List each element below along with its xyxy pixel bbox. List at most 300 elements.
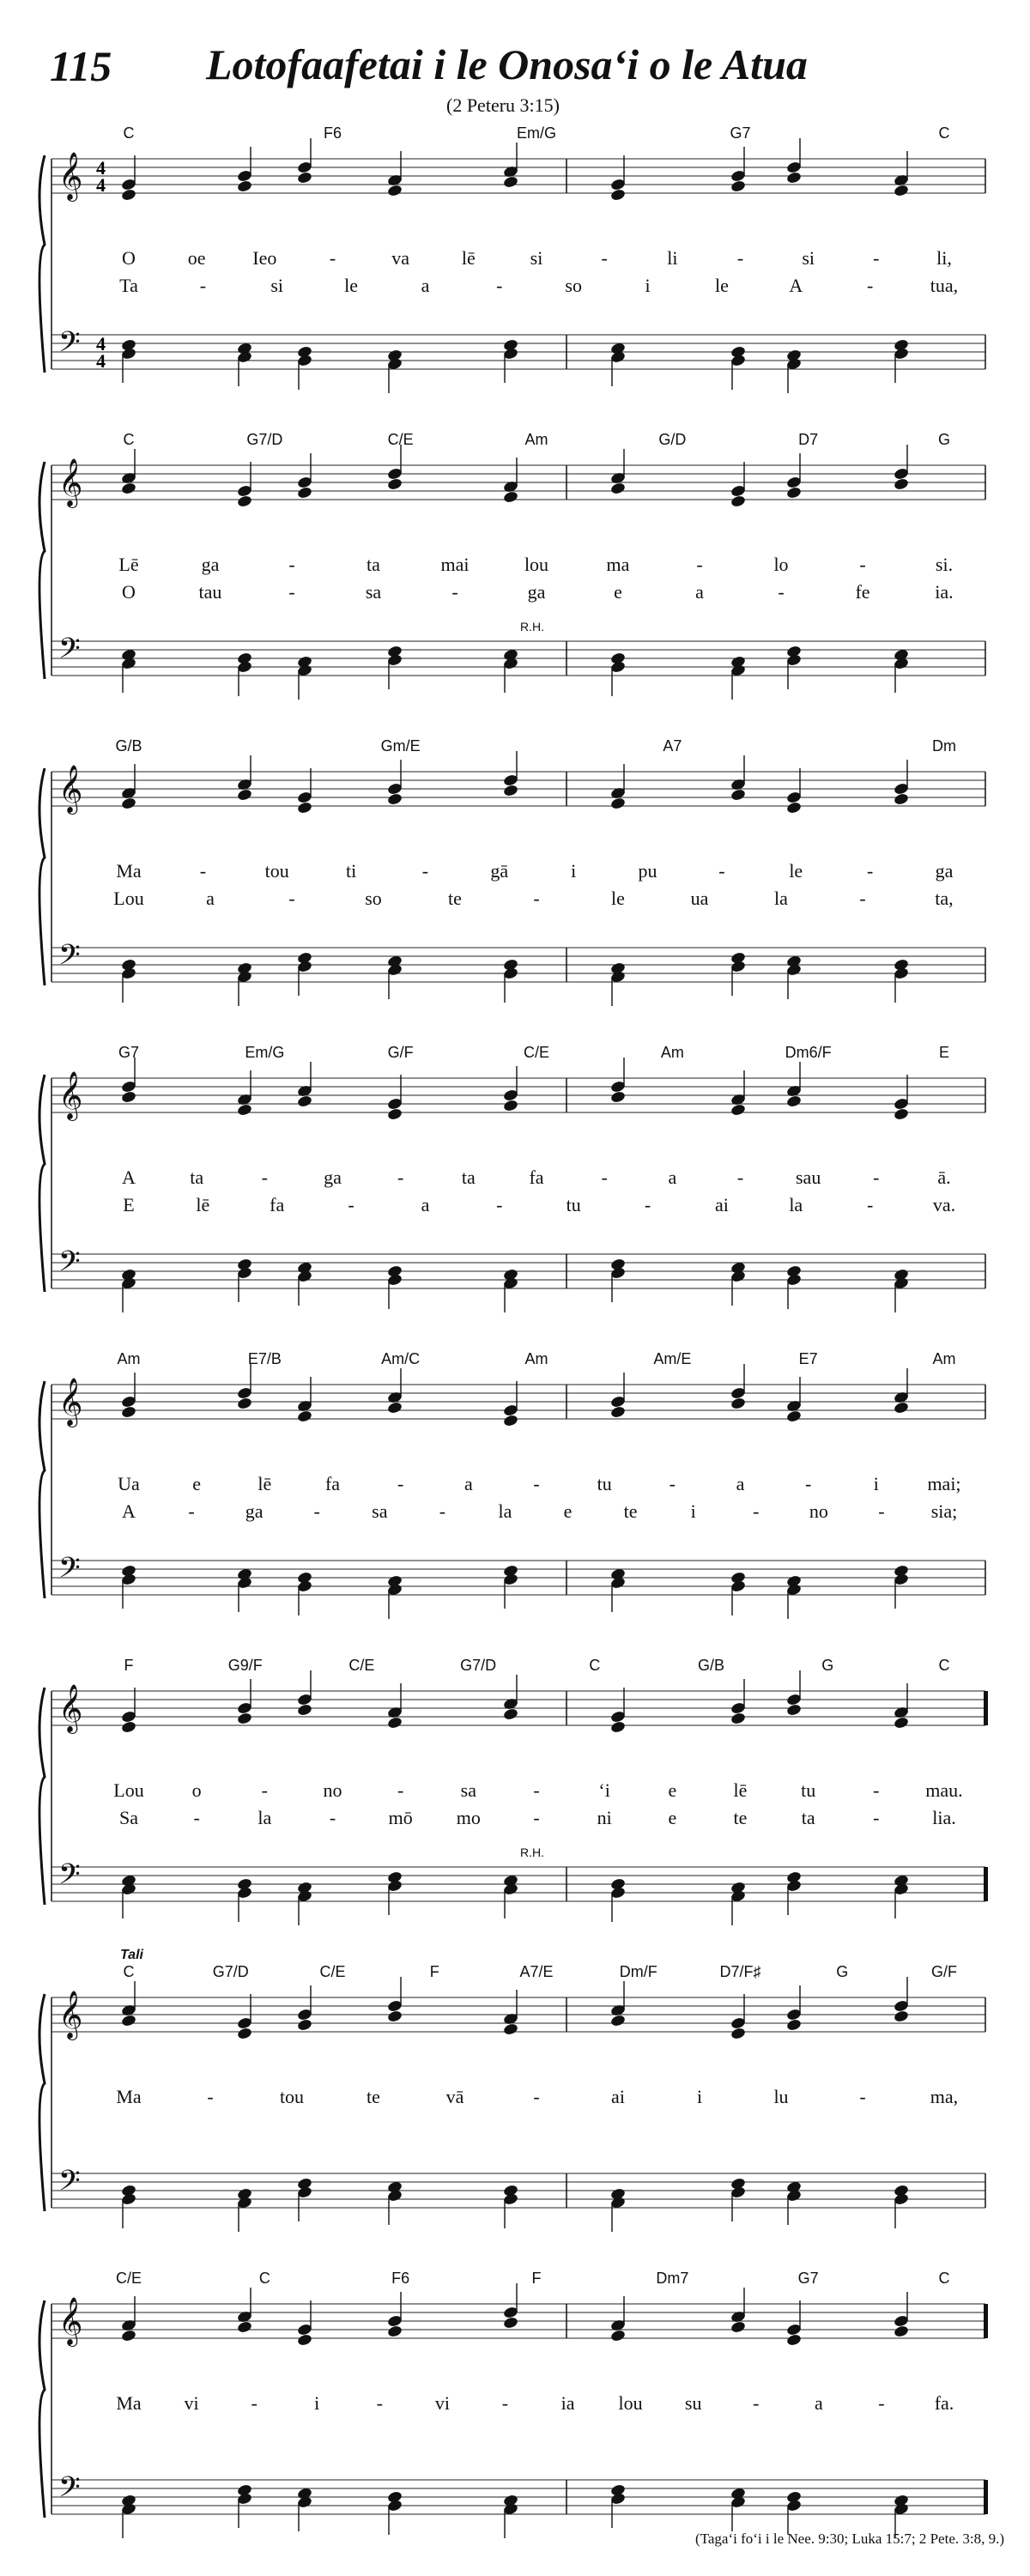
lyric-verse1-syllable: - bbox=[207, 2086, 214, 2107]
note-head bbox=[121, 1720, 137, 1734]
lyric-verse1-syllable: te bbox=[367, 2086, 380, 2107]
lyric-verse1-syllable: - bbox=[261, 1779, 268, 1801]
lyric-verse1-syllable: li bbox=[667, 247, 678, 269]
lyric-verse2-syllable: te bbox=[623, 1500, 638, 1522]
chord-symbol: C bbox=[123, 124, 135, 142]
lyric-verse1-syllable: i bbox=[696, 2086, 703, 2107]
lyric-verse1-syllable: - bbox=[718, 860, 725, 882]
note-head bbox=[894, 792, 910, 806]
lyric-verse1-syllable: a bbox=[736, 1473, 745, 1494]
lyric-verse2-syllable: - bbox=[866, 275, 874, 296]
lyric-verse1-syllable: ma bbox=[606, 554, 630, 575]
lyric-verse2-syllable: ua bbox=[690, 888, 709, 909]
chord-symbol: E7 bbox=[798, 1350, 818, 1367]
lyric-verse1-syllable: - bbox=[421, 860, 429, 882]
lyric-verse2-syllable: so bbox=[565, 275, 582, 296]
chord-symbol: G7/D bbox=[246, 431, 283, 448]
chord-symbol: F6 bbox=[323, 124, 342, 142]
lyric-verse1-syllable: mai bbox=[440, 554, 470, 575]
note-head bbox=[297, 801, 313, 815]
note-head bbox=[610, 1090, 627, 1104]
staff-svg bbox=[0, 1350, 1030, 1657]
lyric-verse2-syllable: A bbox=[789, 275, 803, 296]
chord-symbol: C/E bbox=[115, 2270, 142, 2287]
bass-clef: 𝄢 bbox=[58, 2165, 81, 2204]
lyric-verse2-syllable: a bbox=[695, 581, 704, 603]
chord-symbol: E bbox=[938, 1044, 950, 1061]
brace bbox=[39, 2300, 45, 2518]
note-head bbox=[730, 1397, 747, 1410]
note-head bbox=[610, 1405, 627, 1419]
lyric-verse2-syllable: - bbox=[496, 1194, 503, 1215]
lyric-verse1-syllable: lē bbox=[258, 1473, 272, 1494]
chord-symbol: C bbox=[589, 1657, 601, 1674]
lyric-verse1-syllable: - bbox=[397, 1167, 404, 1188]
lyric-verse2-syllable: le bbox=[714, 275, 729, 296]
chord-symbol: Gm/E bbox=[380, 737, 421, 755]
lyric-verse2-syllable: la bbox=[774, 888, 788, 909]
note-head bbox=[237, 494, 253, 508]
chord-symbol: C bbox=[123, 1963, 135, 1980]
chord-symbol: F bbox=[531, 2270, 542, 2287]
final-barline bbox=[984, 1867, 988, 1901]
lyric-verse2-syllable: sa bbox=[365, 581, 382, 603]
lyric-verse1-syllable: - bbox=[753, 2392, 760, 2414]
chord-symbol: Em/G bbox=[516, 124, 557, 142]
lyric-verse1-syllable: ta bbox=[367, 554, 380, 575]
chord-symbol: Am bbox=[932, 1350, 956, 1367]
lyric-verse1-syllable: ti bbox=[345, 860, 357, 882]
lyric-verse2-syllable: ni bbox=[597, 1807, 612, 1828]
lyric-verse1-syllable: ‘i bbox=[598, 1779, 610, 1801]
note-head bbox=[237, 788, 253, 802]
lyric-verse2-syllable: la bbox=[498, 1500, 512, 1522]
lyric-verse1-syllable: li, bbox=[936, 247, 952, 269]
note-head bbox=[503, 175, 519, 189]
lyric-verse1-syllable: ta bbox=[461, 1167, 476, 1188]
lyric-verse1-syllable: tou bbox=[264, 860, 289, 882]
chord-symbol: Am/C bbox=[381, 1350, 421, 1367]
lyric-verse2-syllable: ta, bbox=[935, 888, 954, 909]
lyric-verse2-syllable: - bbox=[313, 1500, 320, 1522]
lyric-verse2-syllable: O bbox=[122, 581, 136, 603]
chord-symbol: E7/B bbox=[247, 1350, 282, 1367]
lyric-verse2-syllable: e bbox=[614, 581, 622, 603]
lyric-verse1-syllable: fa bbox=[529, 1167, 544, 1188]
note-head bbox=[894, 2009, 910, 2023]
note-head bbox=[610, 797, 627, 810]
lyric-verse1-syllable: lo bbox=[773, 554, 789, 575]
chord-symbol: G7 bbox=[730, 124, 751, 142]
note-head bbox=[237, 1103, 253, 1117]
note-head bbox=[387, 184, 403, 197]
chord-symbol: C bbox=[938, 1657, 950, 1674]
bass-clef: 𝄢 bbox=[58, 326, 81, 366]
chord-symbol: A7 bbox=[663, 737, 682, 755]
lyric-verse1-syllable: Lē bbox=[118, 554, 139, 575]
note-head bbox=[730, 179, 747, 193]
lyric-verse1-syllable: a bbox=[668, 1167, 677, 1188]
chord-symbol: Dm6/F bbox=[785, 1044, 832, 1061]
lyric-verse1-syllable: lē bbox=[461, 247, 476, 269]
final-barline bbox=[984, 1691, 988, 1725]
lyric-verse2-syllable: - bbox=[873, 1807, 880, 1828]
note-head bbox=[297, 171, 313, 185]
lyric-verse1-syllable: oe bbox=[187, 247, 206, 269]
note-head bbox=[237, 2027, 253, 2040]
brace bbox=[39, 462, 45, 679]
chord-symbol: D7 bbox=[798, 431, 819, 448]
chord-symbol: G/D bbox=[658, 431, 687, 448]
lyric-verse2-syllable: - bbox=[778, 581, 785, 603]
lyric-verse1-syllable: ma, bbox=[930, 2086, 959, 2107]
note-head bbox=[610, 2014, 627, 2027]
note-head bbox=[387, 2324, 403, 2338]
lyric-verse2-syllable: E bbox=[123, 1194, 135, 1215]
lyric-verse2-syllable: e bbox=[668, 1807, 677, 1828]
lyric-verse2-syllable: - bbox=[199, 275, 207, 296]
chord-symbol: G bbox=[836, 1963, 849, 1980]
chord-symbol: G7 bbox=[797, 2270, 819, 2287]
note-head bbox=[610, 2329, 627, 2343]
staff-svg bbox=[0, 1963, 1030, 2270]
lyric-verse1-syllable: fa. bbox=[934, 2392, 954, 2414]
chord-symbol: D7/F♯ bbox=[719, 1963, 761, 1980]
time-signature-top: 4 bbox=[96, 333, 106, 355]
chord-symbol: C/E bbox=[319, 1963, 346, 1980]
note-head bbox=[121, 797, 137, 810]
note-head bbox=[786, 2333, 803, 2347]
lyric-verse2-syllable: - bbox=[533, 888, 540, 909]
note-head bbox=[730, 1103, 747, 1117]
chord-symbol: C bbox=[938, 124, 950, 142]
system-5 bbox=[0, 1350, 1030, 1657]
lyric-verse2-syllable: - bbox=[859, 888, 866, 909]
lyric-verse2-syllable: - bbox=[329, 1807, 336, 1828]
lyric-verse1-syllable: - bbox=[736, 1167, 744, 1188]
lyric-verse2-syllable: sa bbox=[372, 1500, 388, 1522]
treble-clef: 𝄞 bbox=[58, 1684, 83, 1732]
note-head bbox=[894, 1401, 910, 1415]
lyric-verse2-syllable: i bbox=[690, 1500, 696, 1522]
lyric-verse1-syllable: - bbox=[533, 2086, 540, 2107]
lyric-verse1-syllable: ai bbox=[611, 2086, 625, 2107]
lyric-verse1-syllable: a bbox=[814, 2392, 823, 2414]
note-head bbox=[237, 1397, 253, 1410]
lyric-verse2-syllable: lia. bbox=[932, 1807, 956, 1828]
lyric-verse2-syllable: tau bbox=[198, 581, 222, 603]
lyric-verse2-syllable: - bbox=[533, 1807, 540, 1828]
chord-symbol: Am bbox=[660, 1044, 684, 1061]
lyric-verse2-syllable: Lou bbox=[113, 888, 144, 909]
lyric-verse1-syllable: mai; bbox=[927, 1473, 961, 1494]
note-head bbox=[503, 490, 519, 504]
lyric-verse2-syllable: lē bbox=[196, 1194, 210, 1215]
lyric-verse1-syllable: - bbox=[288, 554, 295, 575]
lyric-verse1-syllable: - bbox=[878, 2392, 885, 2414]
hymn-title: Lotofaafetai i le Onosa‘i o le Atua bbox=[206, 40, 808, 88]
note-head bbox=[121, 2329, 137, 2343]
lyric-verse1-syllable: su bbox=[684, 2392, 702, 2414]
lyric-verse1-syllable: le bbox=[789, 860, 803, 882]
lyric-verse1-syllable: - bbox=[533, 1473, 540, 1494]
time-signature-bottom: 4 bbox=[96, 350, 106, 372]
note-head bbox=[297, 1094, 313, 1108]
note-head bbox=[786, 1409, 803, 1423]
note-head bbox=[121, 1405, 137, 1419]
note-head bbox=[387, 477, 403, 491]
note-head bbox=[121, 188, 137, 202]
staff-svg bbox=[0, 124, 1030, 431]
note-head bbox=[894, 1716, 910, 1730]
scripture-reference: (2 Peteru 3:15) bbox=[446, 94, 560, 116]
bass-clef: 𝄢 bbox=[58, 939, 81, 979]
lyric-verse2-syllable: le bbox=[344, 275, 359, 296]
chord-symbol: Em/G bbox=[245, 1044, 285, 1061]
brace bbox=[39, 1075, 45, 1292]
lyric-verse1-syllable: - bbox=[873, 1779, 880, 1801]
system-2 bbox=[0, 431, 1030, 737]
note-head bbox=[610, 482, 627, 495]
lyric-verse1-syllable: pu bbox=[638, 860, 657, 882]
lyric-verse1-syllable: vi bbox=[184, 2392, 199, 2414]
chord-symbol: F6 bbox=[391, 2270, 410, 2287]
chord-symbol: Am bbox=[524, 1350, 548, 1367]
lyric-verse1-syllable: - bbox=[859, 554, 866, 575]
chord-symbol: G/F bbox=[931, 1963, 957, 1980]
note-head bbox=[503, 784, 519, 797]
time-signature-bottom: 4 bbox=[96, 174, 106, 196]
lyric-verse2-syllable: si bbox=[270, 275, 284, 296]
chord-symbol: F bbox=[124, 1657, 134, 1674]
brace bbox=[39, 1688, 45, 1905]
lyric-verse1-syllable: ga bbox=[324, 1167, 342, 1188]
lyric-verse2-syllable: te bbox=[733, 1807, 748, 1828]
lyric-verse2-syllable: ia. bbox=[935, 581, 954, 603]
lyric-verse1-syllable: - bbox=[601, 247, 608, 269]
lyric-verse2-syllable: ta bbox=[801, 1807, 815, 1828]
system-1 bbox=[0, 124, 1030, 431]
lyric-verse1-syllable: lou bbox=[618, 2392, 643, 2414]
lyric-verse2-syllable: a bbox=[206, 888, 215, 909]
treble-clef: 𝄞 bbox=[58, 1991, 83, 2039]
lyric-verse1-syllable: lē bbox=[733, 1779, 748, 1801]
chord-symbol: Am bbox=[524, 431, 548, 448]
bass-clef: 𝄢 bbox=[58, 1858, 81, 1898]
note-head bbox=[503, 2316, 519, 2330]
hymn-number: 115 bbox=[50, 42, 112, 90]
lyric-verse1-syllable: Ieo bbox=[252, 247, 277, 269]
note-head bbox=[730, 788, 747, 802]
lyric-verse1-syllable: O bbox=[122, 247, 136, 269]
lyric-verse1-syllable: Ma bbox=[116, 2086, 142, 2107]
note-head bbox=[237, 2320, 253, 2334]
lyric-verse1-syllable: vi bbox=[434, 2392, 450, 2414]
lyric-verse2-syllable: tua, bbox=[930, 275, 959, 296]
treble-clef: 𝄞 bbox=[58, 1378, 83, 1426]
note-head bbox=[610, 188, 627, 202]
lyric-verse1-syllable: o bbox=[191, 1779, 202, 1801]
lyric-verse1-syllable: e bbox=[192, 1473, 202, 1494]
chord-symbol: C bbox=[938, 2270, 950, 2287]
lyric-verse1-syllable: tu bbox=[597, 1473, 612, 1494]
note-head bbox=[786, 2018, 803, 2032]
lyric-verse1-syllable: i bbox=[571, 860, 577, 882]
note-head bbox=[387, 1716, 403, 1730]
lyric-verse1-syllable: - bbox=[329, 247, 336, 269]
lyric-verse2-syllable: e bbox=[563, 1500, 573, 1522]
lyric-verse2-syllable: te bbox=[448, 888, 462, 909]
chord-symbol: G9/F bbox=[227, 1657, 263, 1674]
lyric-verse2-syllable: a bbox=[421, 1194, 430, 1215]
lyric-verse1-syllable: sa bbox=[460, 1779, 476, 1801]
note-head bbox=[786, 801, 803, 815]
lyric-verse1-syllable: i bbox=[873, 1473, 879, 1494]
lyric-verse1-syllable: fa bbox=[324, 1473, 341, 1494]
lyric-verse2-syllable: ai bbox=[714, 1194, 729, 1215]
lyric-verse1-syllable: Ua bbox=[118, 1473, 140, 1494]
lyric-verse1-syllable: ga bbox=[201, 554, 220, 575]
lyric-verse1-syllable: - bbox=[199, 860, 207, 882]
treble-clef: 𝄞 bbox=[58, 458, 83, 506]
brace bbox=[39, 768, 45, 985]
chord-symbol: G7 bbox=[118, 1044, 140, 1061]
lyric-verse1-syllable: gā bbox=[490, 860, 509, 882]
lyric-verse1-syllable: - bbox=[696, 554, 703, 575]
lyric-verse1-syllable: - bbox=[736, 247, 744, 269]
lyric-verse1-syllable: Ma bbox=[116, 2392, 142, 2414]
lyric-verse2-syllable: - bbox=[439, 1500, 446, 1522]
chord-symbol: G bbox=[937, 431, 951, 448]
chord-symbol: Dm bbox=[932, 737, 956, 755]
chord-symbol: C bbox=[123, 431, 135, 448]
lyric-verse1-syllable: A bbox=[122, 1167, 136, 1188]
lyric-verse1-syllable: si bbox=[530, 247, 543, 269]
note-head bbox=[237, 1712, 253, 1725]
lyric-verse2-syllable: mō bbox=[388, 1807, 413, 1828]
lyric-verse1-syllable: ta bbox=[190, 1167, 204, 1188]
lyric-verse2-syllable: no bbox=[809, 1500, 828, 1522]
lyric-verse1-syllable: - bbox=[376, 2392, 383, 2414]
lyric-verse2-syllable: - bbox=[878, 1500, 885, 1522]
chord-symbol: C/E bbox=[387, 431, 414, 448]
note-head bbox=[730, 1712, 747, 1725]
staff-svg bbox=[0, 1044, 1030, 1350]
note-head bbox=[297, 1703, 313, 1717]
lyric-verse1-syllable: - bbox=[804, 1473, 812, 1494]
lyric-verse1-syllable: ia bbox=[560, 2392, 575, 2414]
chord-symbol: F bbox=[429, 1963, 439, 1980]
lyric-verse1-syllable: va bbox=[391, 247, 410, 269]
lyric-verse2-syllable: - bbox=[348, 1194, 354, 1215]
refrain-label: Tali bbox=[120, 1948, 143, 1962]
lyric-verse2-syllable: - bbox=[188, 1500, 195, 1522]
lyric-verse2-syllable: fe bbox=[855, 581, 870, 603]
lyric-verse2-syllable: la bbox=[258, 1807, 272, 1828]
lyric-verse1-syllable: ā. bbox=[937, 1167, 951, 1188]
lyric-verse1-syllable: - bbox=[859, 2086, 866, 2107]
lyric-verse1-syllable: sau bbox=[795, 1167, 821, 1188]
lyric-verse2-syllable: a bbox=[421, 275, 430, 296]
note-head bbox=[786, 1703, 803, 1717]
treble-clef: 𝄞 bbox=[58, 2297, 83, 2345]
lyric-verse2-syllable: - bbox=[451, 581, 458, 603]
chord-symbol: C/E bbox=[348, 1657, 375, 1674]
note-head bbox=[786, 1094, 803, 1108]
chord-symbol: G7/D bbox=[460, 1657, 497, 1674]
lyric-verse1-syllable: si. bbox=[935, 554, 954, 575]
lyric-verse1-syllable: - bbox=[601, 1167, 608, 1188]
bass-clef: 𝄢 bbox=[58, 2471, 81, 2511]
treble-clef: 𝄞 bbox=[58, 152, 83, 200]
final-barline bbox=[984, 2304, 988, 2338]
lyric-verse1-syllable: - bbox=[251, 2392, 258, 2414]
lyric-verse1-syllable: - bbox=[397, 1779, 404, 1801]
lyric-verse2-syllable: - bbox=[288, 581, 295, 603]
note-head bbox=[387, 792, 403, 806]
hymn-header bbox=[0, 0, 1030, 120]
note-head bbox=[387, 1401, 403, 1415]
chord-symbol: Am/E bbox=[653, 1350, 692, 1367]
staff-svg bbox=[0, 431, 1030, 737]
lyric-verse2-syllable: - bbox=[753, 1500, 760, 1522]
bass-clef: 𝄢 bbox=[58, 1246, 81, 1285]
lyric-verse1-syllable: - bbox=[533, 1779, 540, 1801]
chord-symbol: G/F bbox=[387, 1044, 414, 1061]
lyric-verse1-syllable: - bbox=[866, 860, 874, 882]
note-head bbox=[387, 1107, 403, 1121]
staff-svg bbox=[0, 737, 1030, 1044]
note-head bbox=[610, 1720, 627, 1734]
lyric-verse2-syllable: fa bbox=[270, 1194, 285, 1215]
lyric-verse2-syllable: - bbox=[496, 275, 503, 296]
note-head bbox=[297, 2018, 313, 2032]
chord-symbol: C/E bbox=[523, 1044, 550, 1061]
note-head bbox=[730, 494, 747, 508]
lyric-verse1-syllable: no bbox=[323, 1779, 342, 1801]
treble-clef: 𝄞 bbox=[58, 765, 83, 813]
lyric-verse2-syllable: mo bbox=[456, 1807, 481, 1828]
lyric-verse2-syllable: ga bbox=[527, 581, 546, 603]
lyric-verse1-syllable: - bbox=[397, 1473, 404, 1494]
lyric-verse2-syllable: - bbox=[193, 1807, 200, 1828]
lyric-verse2-syllable: la bbox=[789, 1194, 803, 1215]
note-head bbox=[121, 2014, 137, 2027]
lyric-verse2-syllable: Sa bbox=[119, 1807, 138, 1828]
lyric-verse1-syllable: ga bbox=[935, 860, 954, 882]
lyric-verse1-syllable: - bbox=[261, 1167, 268, 1188]
lyric-verse2-syllable: tu bbox=[566, 1194, 581, 1215]
note-head bbox=[894, 1107, 910, 1121]
brace bbox=[39, 1381, 45, 1598]
note-head bbox=[503, 1414, 519, 1427]
chord-symbol: G7/D bbox=[212, 1963, 249, 1980]
footnote: (Taga‘i fo‘i i le Nee. 9:30; Luka 15:7; 2 Pete. 3:8, 9.) bbox=[695, 2531, 1004, 2547]
note-head bbox=[894, 184, 910, 197]
lyric-verse2-syllable: - bbox=[288, 888, 295, 909]
chord-symbol: C bbox=[258, 2270, 270, 2287]
lyric-verse2-syllable: A bbox=[122, 1500, 136, 1522]
brace bbox=[39, 155, 45, 373]
note-head bbox=[297, 2333, 313, 2347]
note-head bbox=[894, 2324, 910, 2338]
treble-clef: 𝄞 bbox=[58, 1071, 83, 1119]
lyric-verse1-syllable: Ma bbox=[116, 860, 142, 882]
right-hand-marking: R.H. bbox=[520, 620, 544, 633]
lyric-verse1-syllable: - bbox=[501, 2392, 509, 2414]
note-head bbox=[121, 1090, 137, 1104]
lyric-verse1-syllable: tu bbox=[801, 1779, 816, 1801]
